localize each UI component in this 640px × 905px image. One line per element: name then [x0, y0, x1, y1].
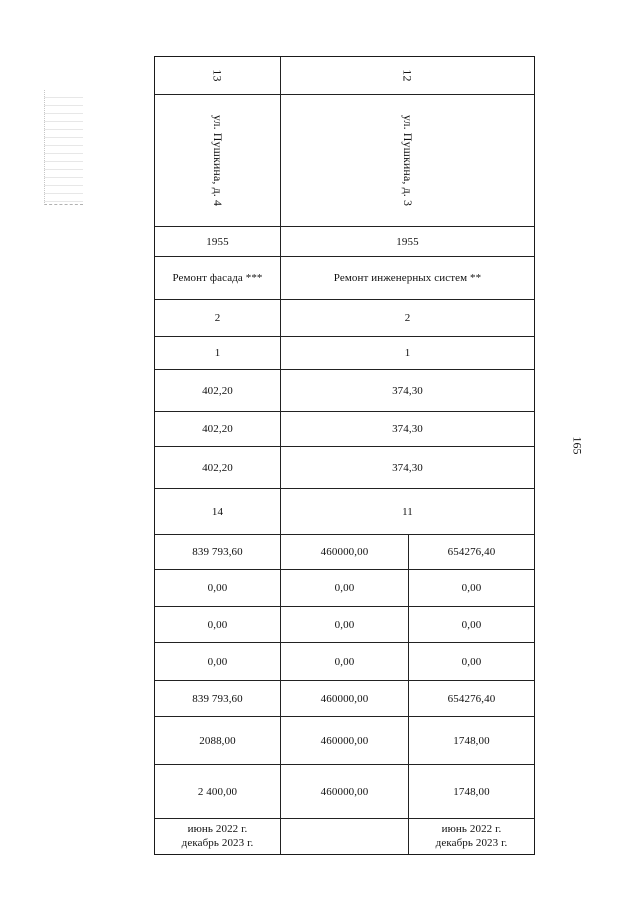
table-cell: 2 [404, 312, 411, 324]
table-cell: 2 400,00 [197, 785, 238, 798]
table-cell: 374,30 [392, 384, 423, 397]
faded-stamp-mark [44, 90, 83, 205]
table-cell: 0,00 [461, 618, 482, 631]
table-cell: 460000,00 [320, 692, 369, 705]
table-cell: 460000,00 [320, 734, 369, 747]
table-cell: 402,20 [202, 461, 233, 474]
table-cell: 460000,00 [320, 546, 369, 558]
table-cell: 402,20 [202, 384, 233, 397]
table-cell-empty [281, 819, 408, 854]
table-cell: 0,00 [461, 582, 482, 594]
table-cell: 839 793,60 [192, 546, 243, 558]
table-cell: 460000,00 [320, 785, 369, 798]
table-cell: 1748,00 [453, 785, 490, 798]
table-cell: 0,00 [207, 582, 228, 594]
table-cell: 0,00 [207, 655, 228, 668]
table-cell: 654276,40 [447, 692, 496, 705]
table-cell: 1748,00 [453, 734, 490, 747]
table-cell: 654276,40 [447, 546, 496, 558]
table-cell: 0,00 [334, 655, 355, 668]
table-cell: 0,00 [334, 618, 355, 631]
address-pushkina-3: ул. Пушкина, д. 3 [401, 114, 415, 207]
column-number-13: 13 [210, 69, 225, 82]
table-cell: 14 [211, 505, 224, 518]
period-right: июнь 2022 г. декабрь 2023 г. [435, 822, 508, 849]
table-cell: 1 [404, 347, 411, 359]
page-number: 165 [570, 436, 585, 455]
year-left: 1955 [206, 235, 229, 248]
work-type-right: Ремонт инженерных систем ** [333, 272, 482, 284]
table-cell: 11 [402, 505, 413, 518]
table-cell: 839 793,60 [192, 692, 243, 705]
table-cell: 0,00 [207, 618, 228, 631]
year-right: 1955 [396, 235, 419, 248]
table-cell: 2088,00 [199, 734, 236, 747]
table-cell: 374,30 [392, 461, 423, 474]
table-cell: 374,30 [392, 423, 423, 435]
period-left: июнь 2022 г. декабрь 2023 г. [181, 822, 254, 849]
work-type-left: Ремонт фасада *** [172, 272, 263, 284]
table-cell: 0,00 [461, 655, 482, 668]
column-number-12: 12 [400, 69, 415, 82]
table-cell: 0,00 [334, 582, 355, 594]
table-cell: 1 [214, 347, 221, 359]
data-table [154, 56, 535, 855]
table-cell: 2 [214, 312, 221, 324]
table-cell: 402,20 [202, 423, 233, 435]
address-pushkina-4: ул. Пушкина, д. 4 [211, 114, 225, 207]
